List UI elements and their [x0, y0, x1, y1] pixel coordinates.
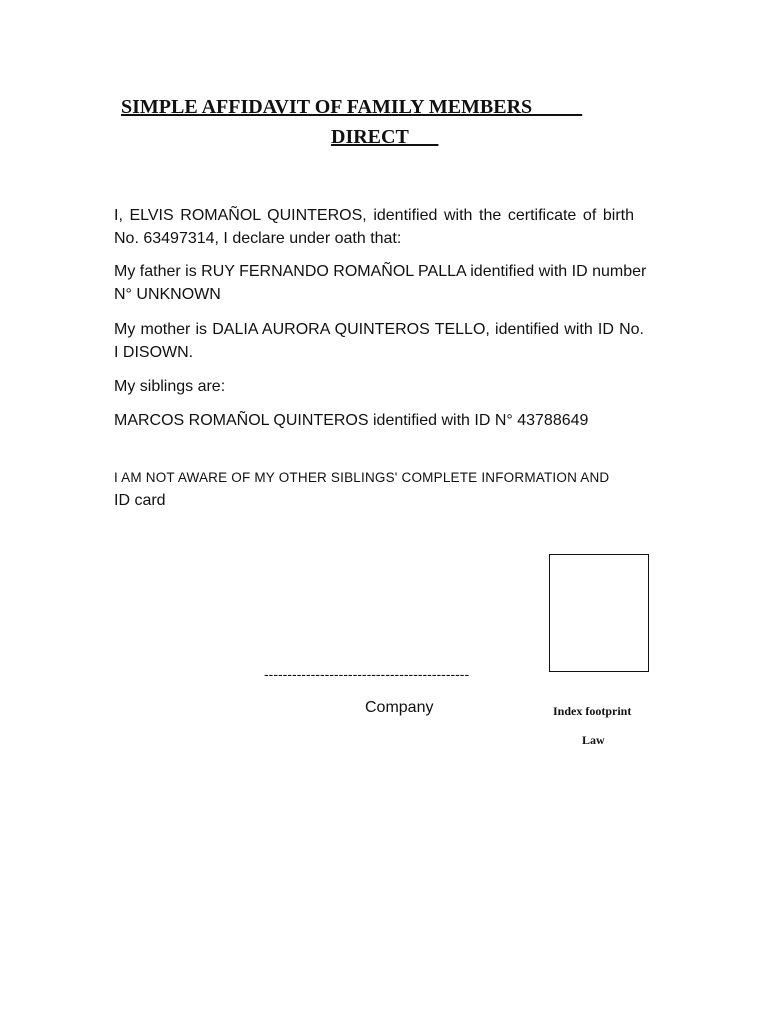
declarant-paragraph: I, ELVIS ROMAÑOL QUINTEROS, identified with the certificate of birth No. 63497314, I declare under oath that: — [114, 207, 634, 247]
fingerprint-box — [549, 554, 649, 672]
footprint-label: Index footprint — [553, 704, 632, 718]
other-siblings-paragraph — [114, 466, 642, 512]
father-paragraph: My father is RUY FERNANDO ROMAÑOL PALLA identified with ID number N° UNKNOWN — [114, 263, 647, 303]
other-siblings-tail-text: ID card — [114, 492, 166, 509]
sibling-paragraph: MARCOS ROMAÑOL QUINTEROS identified with ID N° 43788649 — [114, 412, 589, 429]
document-title-line-1: SIMPLE AFFIDAVIT OF FAMILY MEMBERS — [121, 96, 583, 118]
mother-paragraph: My mother is DALIA AURORA QUINTEROS TELLO, identified with ID No. I DISOWN. — [114, 321, 644, 361]
signature-label: Company — [365, 699, 434, 716]
other-siblings-caps-text: I AM NOT AWARE OF MY OTHER SIBLINGS' COMPLETE INFORMATION AND — [114, 470, 610, 485]
footprint-sublabel: Law — [582, 733, 605, 747]
signature-line: -------------------------------------------- — [264, 666, 470, 682]
document-title-line-2: DIRECT — [331, 126, 439, 148]
siblings-heading: My siblings are: — [114, 378, 226, 395]
